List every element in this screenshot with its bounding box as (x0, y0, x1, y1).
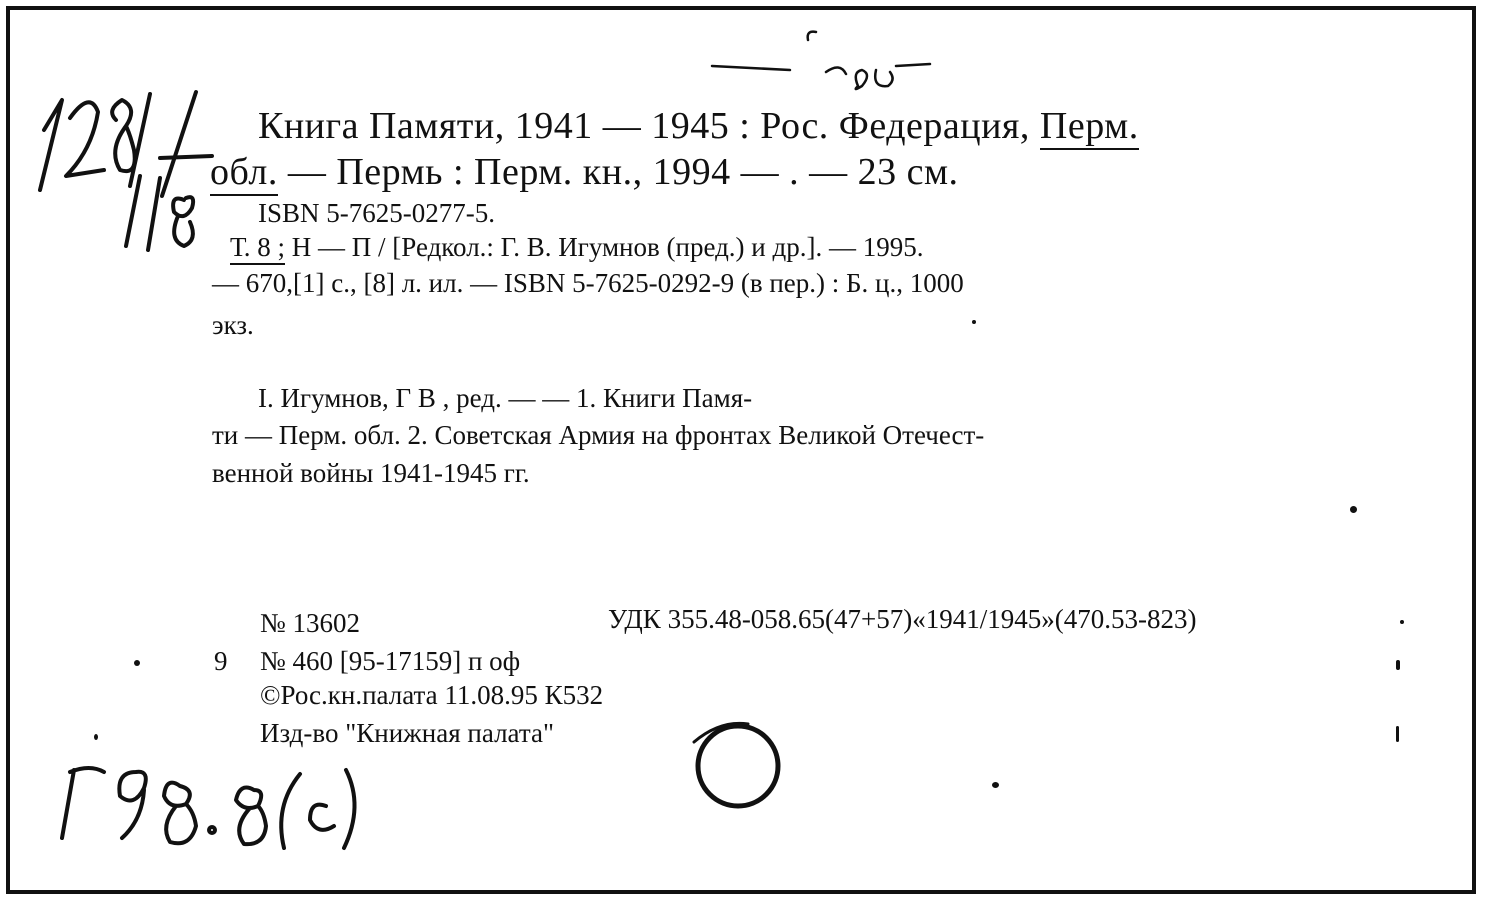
udc-code: УДК 355.48-058.65(47+57)«1941/1945»(470.53-823) (608, 604, 1197, 634)
copyright-line: ©Рос.кн.палата 11.08.95 К532 (260, 680, 604, 710)
isbn-general: ISBN 5-7625-0277-5. (258, 198, 495, 228)
scan-speck (972, 320, 976, 324)
title-text: Книга Памяти, 1941 — 1945 : Рос. Федерация, (258, 105, 1030, 147)
volume-label: Т. 8 ; (230, 232, 285, 265)
scan-speck (992, 782, 999, 788)
imprint-text: — Пермь : Перм. кн., 1994 — . — 23 см. (287, 151, 959, 193)
volume-text: Н — П / [Редкол.: Г. В. Игумнов (пред.) и др.]. — 1995. (291, 232, 924, 262)
title-region-underlined: Перм. (1040, 105, 1139, 150)
scan-speck (1396, 660, 1400, 670)
handwritten-code (40, 92, 212, 250)
tracing-line-1: I. Игумнов, Г В , ред. — — 1. Книги Памя- (258, 383, 753, 413)
digit-prefix: 9 (214, 646, 228, 676)
tracing-line-2: ти — Перм. обл. 2. Советская Армия на фронтах Великой Отечест- (212, 420, 985, 450)
scan-speck (1350, 506, 1357, 513)
order-line: № 460 [95-17159] п оф (260, 646, 521, 676)
handwritten-top-mark (712, 32, 930, 89)
handwritten-classmark (62, 768, 355, 848)
publisher-line: Изд-во "Книжная палата" (260, 718, 554, 748)
region-abbrev-underlined: обл. (210, 151, 278, 196)
volume-line-3: экз. (212, 310, 254, 340)
scan-speck (1400, 620, 1404, 624)
volume-line-2: — 670,[1] с., [8] л. ил. — ISBN 5-7625-0292-9 (в пер.) : Б. ц., 1000 (212, 268, 964, 298)
record-number: № 13602 (260, 608, 361, 638)
hand-drawn-circle (698, 726, 778, 806)
scan-speck (94, 734, 98, 740)
tracing-line-3: венной войны 1941-1945 гг. (212, 458, 530, 488)
scan-speck (1396, 726, 1399, 742)
scan-speck (134, 660, 140, 666)
